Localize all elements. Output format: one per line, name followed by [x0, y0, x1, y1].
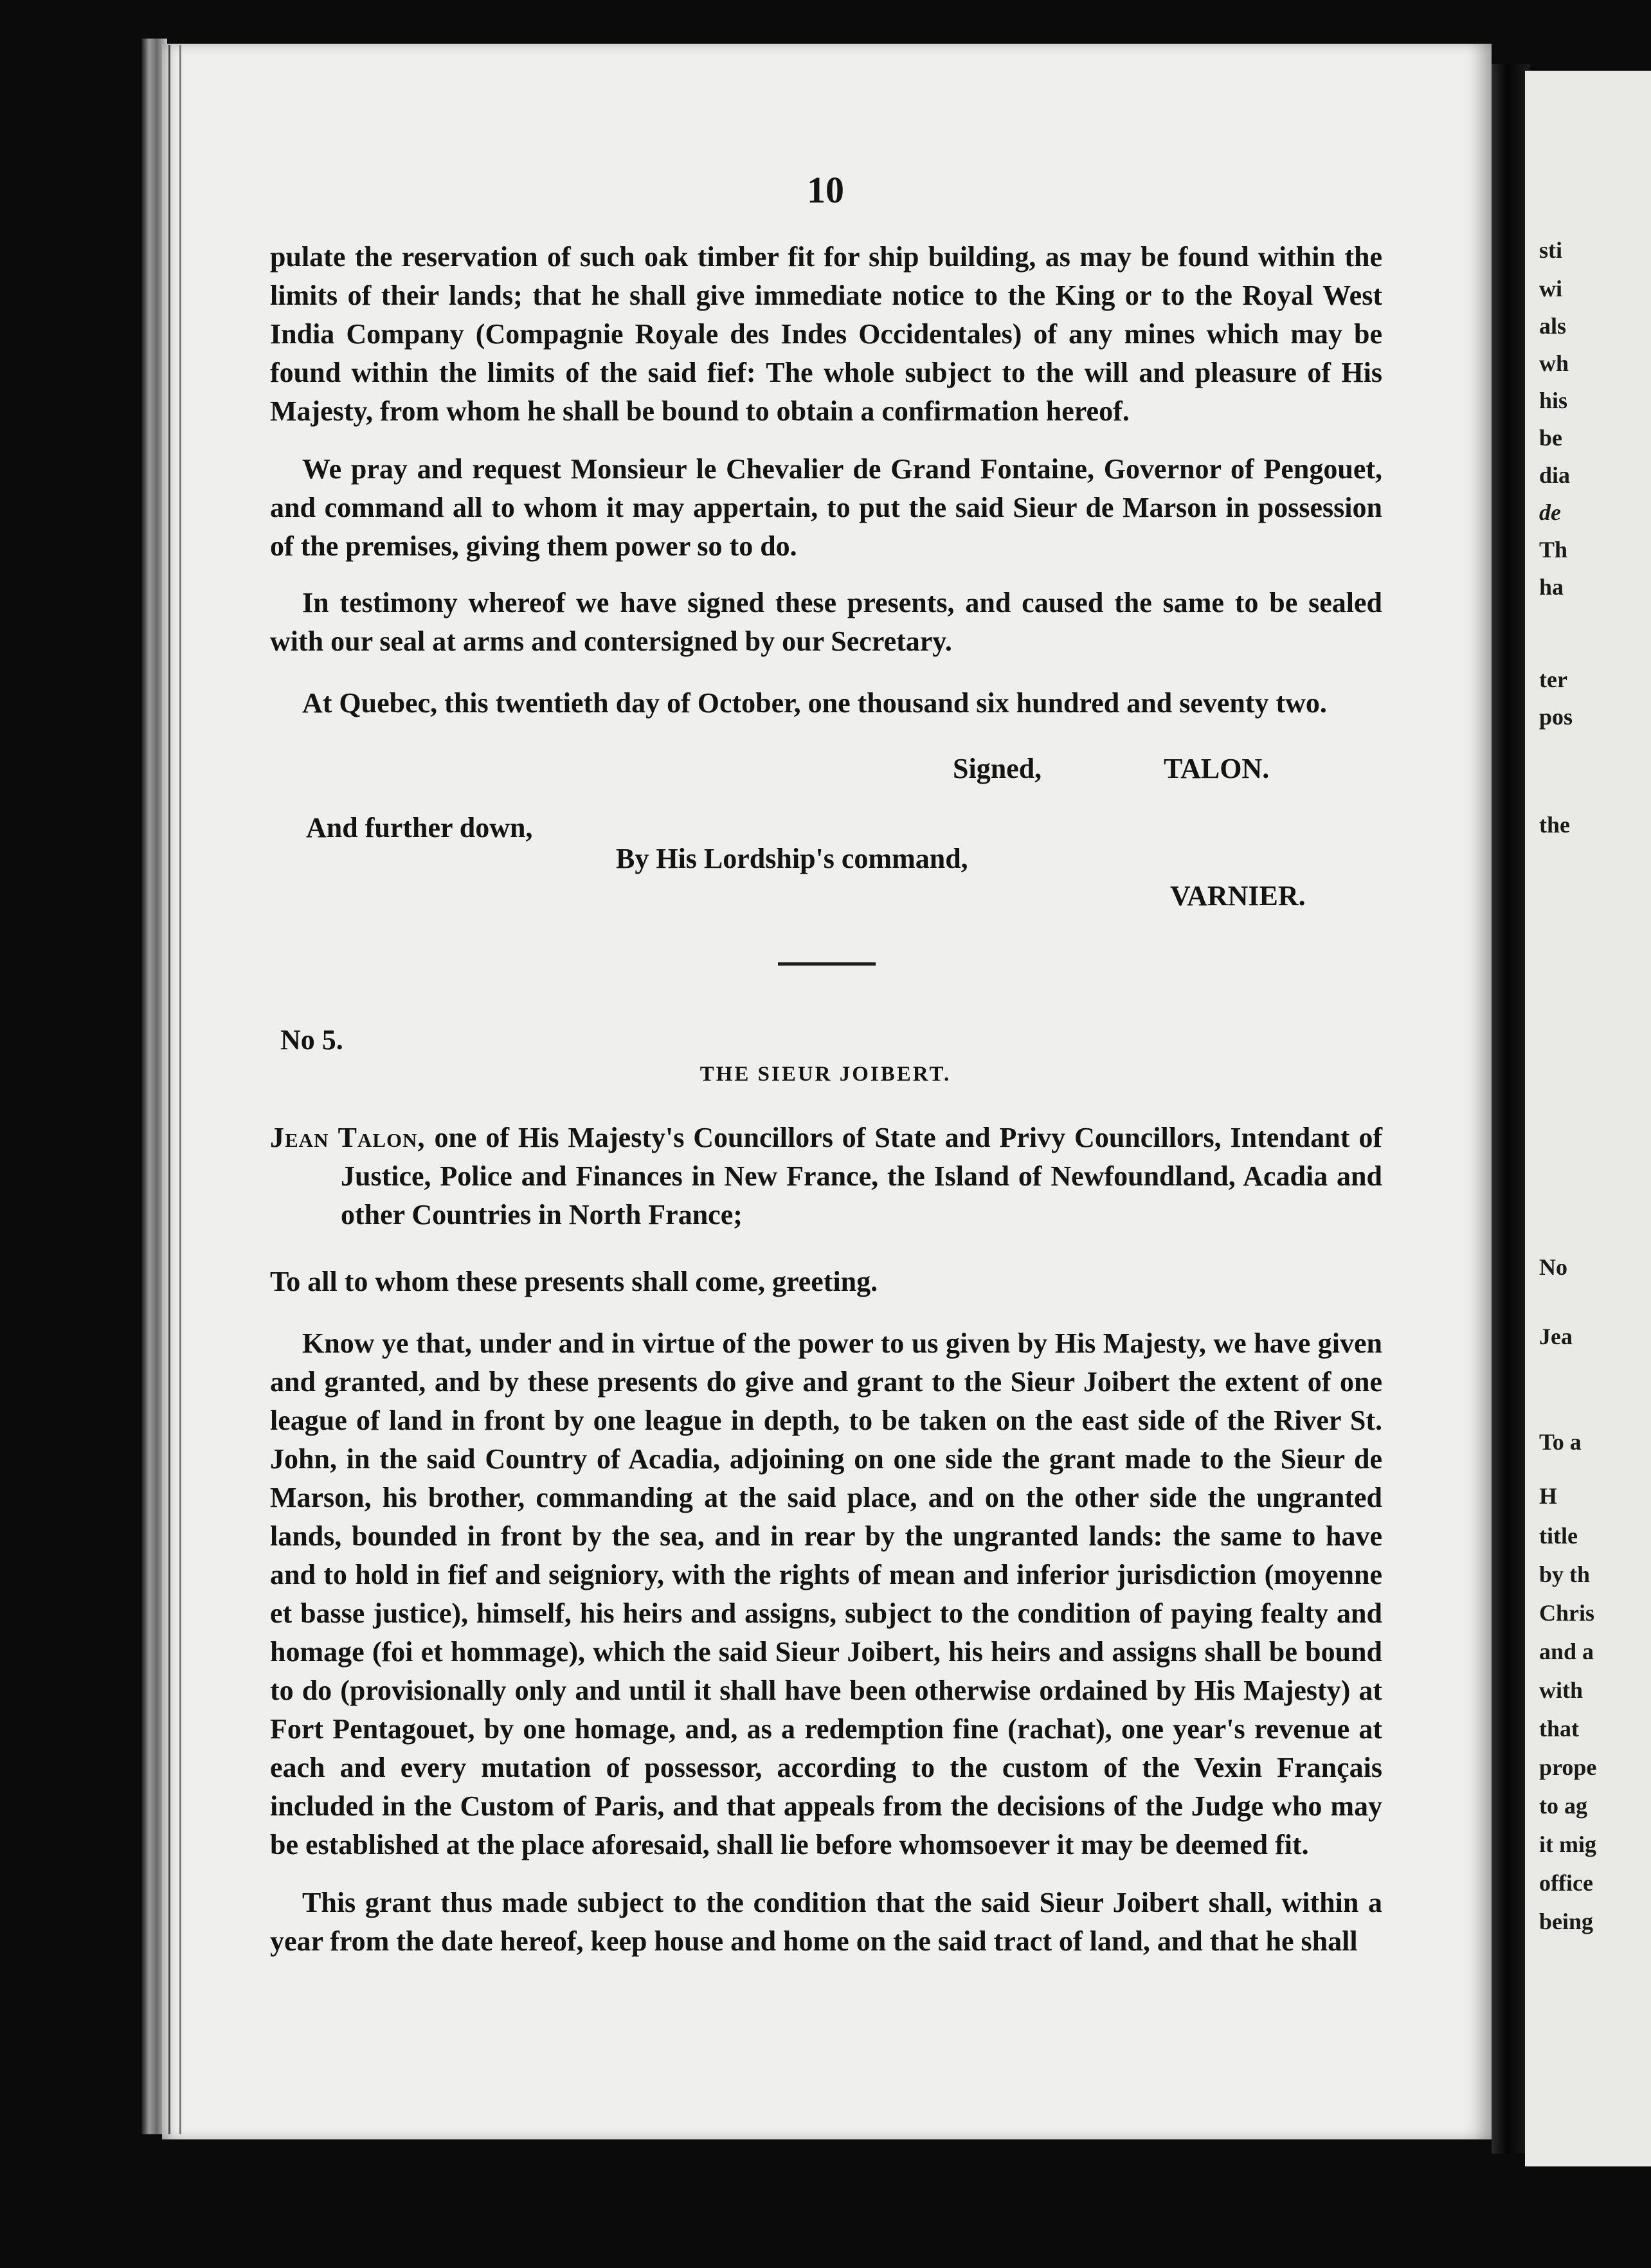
- facing-fragment: and a: [1539, 1639, 1594, 1664]
- facing-fragment: it mig: [1539, 1832, 1596, 1857]
- facing-fragment: the: [1539, 812, 1570, 838]
- section-divider: [778, 962, 876, 966]
- section-title: THE SIEUR JOIBERT.: [699, 1063, 952, 1086]
- further-down-label: And further down,: [306, 812, 533, 843]
- facing-fragment: title: [1539, 1523, 1578, 1549]
- facing-fragment: ter: [1539, 667, 1567, 692]
- page-number: 10: [807, 169, 844, 211]
- book-gutter: [1492, 64, 1530, 2154]
- facing-fragment: be: [1539, 425, 1562, 451]
- facing-fragment: No: [1539, 1254, 1567, 1280]
- facing-fragment: Chris: [1539, 1600, 1595, 1626]
- facing-fragment: by th: [1539, 1562, 1591, 1587]
- paragraph: We pray and request Monsieur le Chevalier de Grand Fontaine, Governor of Pengouet, and command all to whom it may appertain, to put the said Sieur de Marson in possession of the premises, giving them power so to do.: [270, 453, 1382, 562]
- paragraph: This grant thus made subject to the condition that the said Sieur Joibert shall, within a year from the date hereof, keep house and home on the said tract of land, and that he shall: [270, 1887, 1382, 1957]
- facing-fragment: to ag: [1539, 1793, 1587, 1819]
- paragraph: At Quebec, this twentieth day of October, one thousand six hundred and seventy two.: [302, 687, 1327, 719]
- facing-fragment: To a: [1539, 1429, 1582, 1455]
- facing-fragment: office: [1539, 1870, 1593, 1896]
- facing-fragment: de: [1539, 500, 1561, 525]
- facing-fragment: als: [1539, 313, 1567, 339]
- condition-text: [270, 1884, 1382, 1961]
- request-text: [270, 450, 1382, 566]
- facing-fragment: that: [1539, 1716, 1579, 1742]
- greeting-text: To all to whom these presents shall come, greeting.: [270, 1266, 878, 1297]
- secretary-name: VARNIER.: [1170, 880, 1306, 912]
- greeting: [270, 1263, 1382, 1301]
- paragraph: pulate the reservation of such oak timber fit for ship building, as may be found within the limits of their lands; that he shall give immediate notice to the King or to the Royal West India Company (Compagnie Royale des Indes Occidentales) of any mines which may be found within the limits of the said fief: The whole subject to the will and pleasure of His Majesty, from whom he shall be bound to obtain a confirmation hereof.: [270, 241, 1382, 427]
- facing-fragment: sti: [1539, 237, 1562, 263]
- facing-fragment: being: [1539, 1909, 1594, 1934]
- preamble-paragraph: [270, 1119, 1382, 1234]
- command-label: By His Lordship's command,: [616, 843, 968, 874]
- date-line: [270, 684, 1382, 723]
- signed-name: TALON.: [1164, 753, 1270, 784]
- testimony-text: [270, 584, 1382, 661]
- paragraph: In testimony whereof we have signed these presents, and caused the same to be sealed with our seal at arms and contersigned by our Secretary.: [270, 587, 1382, 657]
- facing-fragment: H: [1539, 1483, 1558, 1509]
- grant-text: [270, 1324, 1382, 1864]
- facing-fragment: with: [1539, 1677, 1583, 1703]
- preamble-text: one of His Majesty's Councillors of State and Privy Councillors, Intendant of Justice, Police and Finances in New France, the Island of Newfoundland, Acadia and other Countries in North France;: [341, 1122, 1382, 1230]
- facing-fragment: ha: [1539, 574, 1564, 600]
- page-binding-lines: [168, 45, 181, 2134]
- facing-fragment: prope: [1539, 1754, 1597, 1780]
- facing-fragment: Th: [1539, 537, 1568, 562]
- facing-fragment: dia: [1539, 462, 1571, 488]
- facing-fragment: his: [1539, 388, 1568, 413]
- continued-text: [270, 238, 1382, 431]
- facing-fragment: wh: [1539, 350, 1569, 376]
- facing-fragment: pos: [1539, 704, 1573, 730]
- facing-fragment: Jea: [1539, 1324, 1573, 1349]
- signed-label: Signed,: [953, 753, 1042, 784]
- facing-page: [1525, 71, 1651, 2166]
- preamble: [270, 1119, 1382, 1234]
- section-number: No 5.: [280, 1024, 343, 1056]
- grantor-name: Jean Talon,: [270, 1122, 426, 1153]
- facing-fragment: wi: [1539, 276, 1562, 302]
- paragraph: Know ye that, under and in virtue of the power to us given by His Majesty, we have given and granted, and by these presents do give and grant to the Sieur Joibert the extent of one league of land in front by one league in depth, to be taken on the east side of the River St. John, in the said Country of Acadia, adjoining on one side the grant made to the Sieur de Marson, his brother, commanding at the said place, and on the other side the ungranted lands, bounded in front by the sea, and in rear by the ungranted lands: the same to have and to hold in fief and seigniory, with the rights of mean and inferior jurisdiction (moyenne et basse justice), himself, his heirs and assigns, subject to the condition of paying fealty and homage (foi et hommage), which the said Sieur Joibert, his heirs and assigns shall be bound to do (provisionally only and until it shall have been otherwise ordained by His Majesty) at Fort Pentagouet, by one homage, and, as a redemption fine (rachat), one year's revenue at each and every mutation of possessor, according to the custom of the Vexin Français included in the Custom of Paris, and that appeals from the decisions of the Judge who may be established at the place aforesaid, shall lie before whomsoever it may be deemed fit.: [270, 1328, 1382, 1860]
